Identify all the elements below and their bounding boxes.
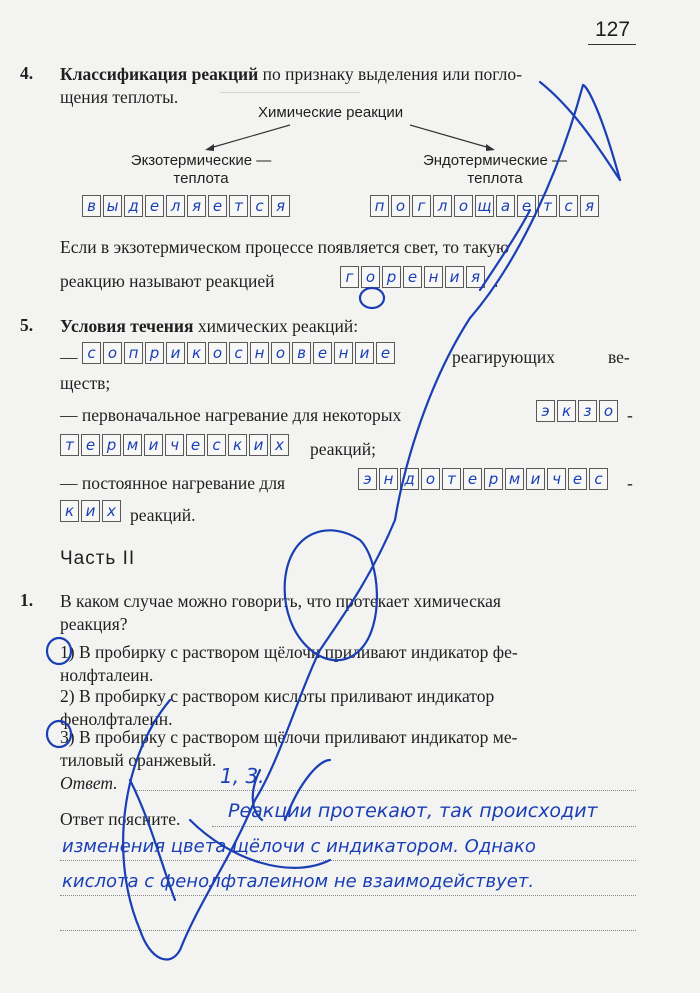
- letter-box: е: [568, 468, 587, 490]
- task5-line5: — постоянное нагревание для: [60, 473, 286, 493]
- answer-label: Ответ.: [60, 773, 118, 793]
- letter-box: щ: [475, 195, 494, 217]
- option-3-line1: 3) В пробирку с раствором щёлочи приливают индикатор ме-: [60, 727, 518, 747]
- letter-box: к: [228, 434, 247, 456]
- endothermic-label: [410, 152, 580, 188]
- letter-box: о: [599, 400, 618, 422]
- letter-box: е: [376, 342, 395, 364]
- letter-box: в: [82, 195, 101, 217]
- letter-box: е: [81, 434, 100, 456]
- letter-box: н: [334, 342, 353, 364]
- letter-box: т: [442, 468, 461, 490]
- letter-box: и: [355, 342, 374, 364]
- letter-box: т: [60, 434, 79, 456]
- letter-box: о: [361, 266, 380, 288]
- task5-line5-end: -: [627, 473, 633, 493]
- task5-line1-dash: —: [60, 347, 78, 367]
- task5-number: 5.: [20, 315, 34, 335]
- part2-heading: Часть II: [60, 548, 136, 569]
- letter-box: т: [229, 195, 248, 217]
- task4-title: [60, 63, 640, 109]
- explain-handwriting-3: кислота с фенолфталеином не взаимодействует.: [62, 871, 535, 892]
- question1-text: [60, 590, 640, 636]
- letter-box: з: [578, 400, 597, 422]
- explain-line-4: [60, 930, 636, 931]
- kih-answer-boxes: [60, 500, 123, 522]
- task5-title: [60, 315, 358, 338]
- exothermic-label: [116, 152, 286, 188]
- exothermic-answer-boxes: [82, 195, 292, 217]
- letter-box: с: [589, 468, 608, 490]
- thermic-answer-boxes: [60, 434, 291, 456]
- explain-handwriting-1: Реакции протекают, так происходит: [228, 800, 598, 822]
- option-3: [60, 726, 640, 772]
- letter-box: о: [208, 342, 227, 364]
- letter-box: е: [463, 468, 482, 490]
- letter-box: х: [102, 500, 121, 522]
- task4-sentence-line1: Если в экзотермическом процессе появляется свет, то такую: [60, 237, 510, 257]
- letter-box: е: [145, 195, 164, 217]
- letter-box: е: [208, 195, 227, 217]
- option-3-line2: тиловый оранжевый.: [60, 750, 217, 770]
- letter-box: э: [536, 400, 555, 422]
- letter-box: н: [250, 342, 269, 364]
- letter-box: о: [391, 195, 410, 217]
- answer-line: [136, 790, 636, 791]
- letter-box: е: [186, 434, 205, 456]
- letter-box: х: [270, 434, 289, 456]
- task5-line2: ществ;: [60, 373, 111, 393]
- explain-line-3: [60, 895, 636, 896]
- letter-box: э: [358, 468, 377, 490]
- exothermic-label-line2: теплота: [173, 170, 229, 187]
- endothermic-label-line1: Эндотермические —: [422, 152, 568, 169]
- task5-line1-tail-a: реагирующих: [452, 347, 555, 367]
- task5-line3: — первоначальное нагревание для некоторых: [60, 405, 402, 425]
- letter-box: к: [557, 400, 576, 422]
- task4-title-rest: по признаку выделения или погло-: [258, 64, 522, 84]
- letter-box: о: [271, 342, 290, 364]
- letter-box: д: [124, 195, 143, 217]
- letter-box: с: [229, 342, 248, 364]
- endothermic-label-line2: теплота: [467, 170, 523, 187]
- letter-box: р: [145, 342, 164, 364]
- task5-title-rest: химических реакций:: [193, 316, 359, 336]
- letter-box: л: [433, 195, 452, 217]
- letter-box: м: [123, 434, 142, 456]
- letter-box: г: [412, 195, 431, 217]
- letter-box: м: [505, 468, 524, 490]
- task4-title-line2: щения теплоты.: [60, 87, 179, 107]
- letter-box: п: [370, 195, 389, 217]
- option-1: [60, 641, 640, 687]
- letter-box: е: [403, 266, 422, 288]
- question1-line1: В каком случае можно говорить, что протекает химическая: [60, 591, 501, 611]
- letter-box: л: [166, 195, 185, 217]
- letter-box: е: [517, 195, 536, 217]
- letter-box: а: [496, 195, 515, 217]
- letter-box: т: [538, 195, 557, 217]
- letter-box: н: [424, 266, 443, 288]
- letter-box: с: [250, 195, 269, 217]
- diagram-root-label: Химические реакции: [258, 104, 404, 121]
- contact-answer-boxes: [82, 342, 397, 364]
- option-2-line1: 2) В пробирку с раствором кислоты приливают индикатор: [60, 686, 495, 706]
- letter-box: и: [249, 434, 268, 456]
- letter-box: с: [207, 434, 226, 456]
- endo-answer-boxes: [358, 468, 610, 490]
- question1-line2: реакция?: [60, 614, 128, 634]
- task5-line4-tail: реакций;: [310, 439, 376, 459]
- task4-title-bold: Классификация реакций: [60, 64, 259, 84]
- letter-box: к: [60, 500, 79, 522]
- option-1-line1: 1) В пробирку с раствором щёлочи приливают индикатор фе-: [60, 642, 518, 662]
- option-2: [60, 685, 640, 731]
- letter-box: я: [187, 195, 206, 217]
- option-1-line2: нолфталеин.: [60, 665, 154, 685]
- letter-box: г: [340, 266, 359, 288]
- letter-box: о: [454, 195, 473, 217]
- exothermic-label-line1: Экзотермические —: [130, 152, 272, 169]
- answer-value: 1, 3.: [220, 764, 265, 788]
- explain-handwriting-2: изменения цвета щёлочи с индикатором. Однако: [62, 836, 536, 857]
- letter-box: и: [166, 342, 185, 364]
- task5-line3-end: -: [627, 405, 633, 425]
- letter-box: ы: [103, 195, 122, 217]
- letter-box: ч: [547, 468, 566, 490]
- task4-sentence-end: .: [494, 271, 499, 291]
- letter-box: с: [82, 342, 101, 364]
- letter-box: н: [379, 468, 398, 490]
- page-number-rule: [588, 44, 636, 45]
- task4-sentence-line2: реакцию называют реакцией: [60, 271, 275, 291]
- letter-box: я: [271, 195, 290, 217]
- letter-box: к: [187, 342, 206, 364]
- letter-box: о: [421, 468, 440, 490]
- exo-prefix-answer-boxes: [536, 400, 620, 422]
- endothermic-answer-boxes: [370, 195, 601, 217]
- letter-box: д: [400, 468, 419, 490]
- task5-line6-tail: реакций.: [130, 505, 196, 525]
- task5-line1-tail-b: ве-: [608, 347, 630, 367]
- letter-box: ч: [165, 434, 184, 456]
- letter-box: я: [580, 195, 599, 217]
- letter-box: п: [124, 342, 143, 364]
- explain-label: Ответ поясните.: [60, 809, 181, 829]
- task5-title-bold: Условия течения: [60, 316, 194, 336]
- letter-box: с: [559, 195, 578, 217]
- explain-line-1: [212, 826, 636, 827]
- letter-box: р: [484, 468, 503, 490]
- combustion-answer-boxes: [340, 266, 487, 288]
- letter-box: р: [102, 434, 121, 456]
- page-number: 127: [595, 18, 631, 41]
- explain-line-2: [60, 860, 636, 861]
- letter-box: и: [445, 266, 464, 288]
- letter-box: и: [144, 434, 163, 456]
- question1-number: 1.: [20, 590, 34, 610]
- letter-box: о: [103, 342, 122, 364]
- letter-box: е: [313, 342, 332, 364]
- letter-box: и: [81, 500, 100, 522]
- task4-number: 4.: [20, 63, 34, 83]
- option-2-line2: фенолфталеин.: [60, 709, 173, 729]
- letter-box: и: [526, 468, 545, 490]
- letter-box: я: [466, 266, 485, 288]
- letter-box: в: [292, 342, 311, 364]
- letter-box: р: [382, 266, 401, 288]
